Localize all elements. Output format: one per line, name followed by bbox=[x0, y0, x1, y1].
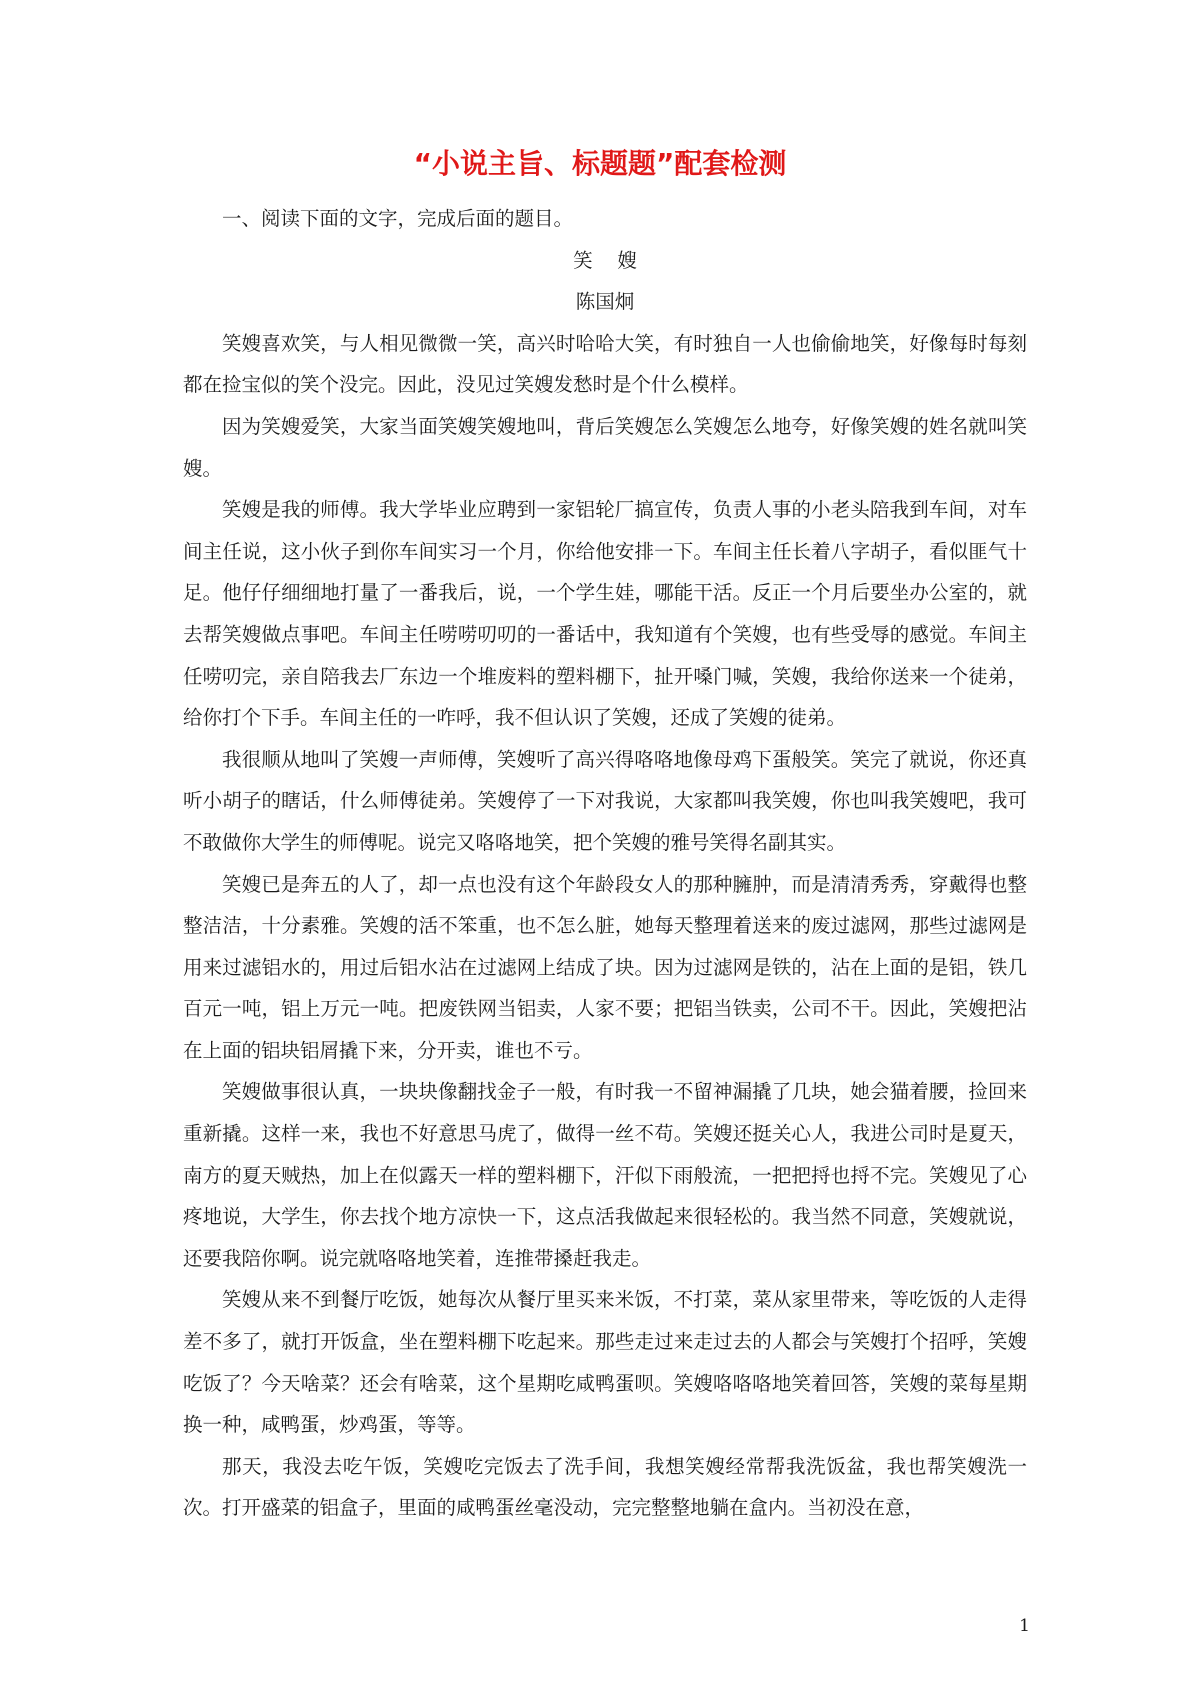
body-paragraph: 笑嫂喜欢笑，与人相见微微一笑，高兴时哈哈大笑，有时独自一人也偷偷地笑，好像每时每刻都在捡宝似的笑个没完。因此，没见过笑嫂发愁时是个什么模样。 bbox=[183, 331, 1027, 397]
story-title: 笑 嫂 bbox=[573, 248, 637, 272]
document-title: “小说主旨、标题题”配套检测 bbox=[413, 147, 787, 180]
body-paragraph: 笑嫂从来不到餐厅吃饭，她每次从餐厅里买来米饭，不打菜，菜从家里带来，等吃饭的人走得差不多了，就打开饭盒，坐在塑料棚下吃起来。那些走过来走过去的人都会与笑嫂打个招呼，笑嫂吃饭了？今天啥菜？还会有啥菜，这个星期吃咸鸭蛋呗。笑嫂咯咯咯地笑着回答，笑嫂的菜每星期换一种，咸鸭蛋，炒鸡蛋，等等。 bbox=[183, 1288, 1027, 1437]
section-heading: 一、阅读下面的文字，完成后面的题目。 bbox=[222, 207, 574, 230]
body-paragraph: 笑嫂做事很认真，一块块像翻找金子一般，有时我一不留神漏撬了几块，她会猫着腰，捡回来重新撬。这样一来，我也不好意思马虎了，做得一丝不苟。笑嫂还挺关心人，我进公司时是夏天，南方的夏天贼热，加上在似露天一样的塑料棚下，汗似下雨般流，一把把捋也捋不完。笑嫂见了心疼地说，大学生，你去找个地方凉快一下，这点活我做起来很轻松的。我当然不同意，笑嫂就说，还要我陪你啊。说完就咯咯地笑着，连推带搡赶我走。 bbox=[183, 1080, 1027, 1270]
page-number: 1 bbox=[1019, 1616, 1030, 1636]
body-paragraph: 笑嫂是我的师傅。我大学毕业应聘到一家铝轮厂搞宣传，负责人事的小老头陪我到车间，对车间主任说，这小伙子到你车间实习一个月，你给他安排一下。车间主任长着八字胡子，看似匪气十足。他仔仔细细地打量了一番我后，说，一个学生娃，哪能干活。反正一个月后要坐办公室的，就去帮笑嫂做点事吧。车间主任唠唠叨叨的一番话中，我知道有个笑嫂，也有些受辱的感觉。车间主任唠叨完，亲自陪我去厂东边一个堆废料的塑料棚下，扯开嗓门喊，笑嫂，我给你送来一个徒弟，给你打个下手。车间主任的一咋呼，我不但认识了笑嫂，还成了笑嫂的徒弟。 bbox=[183, 498, 1027, 730]
body-paragraph: 我很顺从地叫了笑嫂一声师傅，笑嫂听了高兴得咯咯地像母鸡下蛋般笑。笑完了就说，你还真听小胡子的瞎话，什么师傅徒弟。笑嫂停了一下对我说，大家都叫我笑嫂，你也叫我笑嫂吧，我可不敢做你大学生的师傅呢。说完又咯咯地笑，把个笑嫂的雅号笑得名副其实。 bbox=[183, 747, 1027, 854]
story-author: 陈国炯 bbox=[575, 290, 635, 314]
body-paragraph: 笑嫂已是奔五的人了，却一点也没有这个年龄段女人的那种臃肿，而是清清秀秀，穿戴得也整整洁洁，十分素雅。笑嫂的活不笨重，也不怎么脏，她每天整理着送来的废过滤网，那些过滤网是用来过滤铝水的，用过后铝水沾在过滤网上结成了块。因为过滤网是铁的，沾在上面的是铝，铁几百元一吨，铝上万元一吨。把废铁网当铝卖，人家不要；把铝当铁卖，公司不干。因此，笑嫂把沾在上面的铝块铝屑撬下来，分开卖，谁也不亏。 bbox=[183, 872, 1027, 1062]
body-paragraph: 那天，我没去吃午饭，笑嫂吃完饭去了洗手间，我想笑嫂经常帮我洗饭盆，我也帮笑嫂洗一次。打开盛菜的铝盒子，里面的咸鸭蛋丝毫没动，完完整整地躺在盒内。当初没在意， bbox=[183, 1454, 1027, 1520]
document-body bbox=[183, 198, 1027, 1529]
body-paragraph: 因为笑嫂爱笑，大家当面笑嫂笑嫂地叫，背后笑嫂怎么笑嫂怎么地夸，好像笑嫂的姓名就叫笑嫂。 bbox=[183, 414, 1027, 480]
